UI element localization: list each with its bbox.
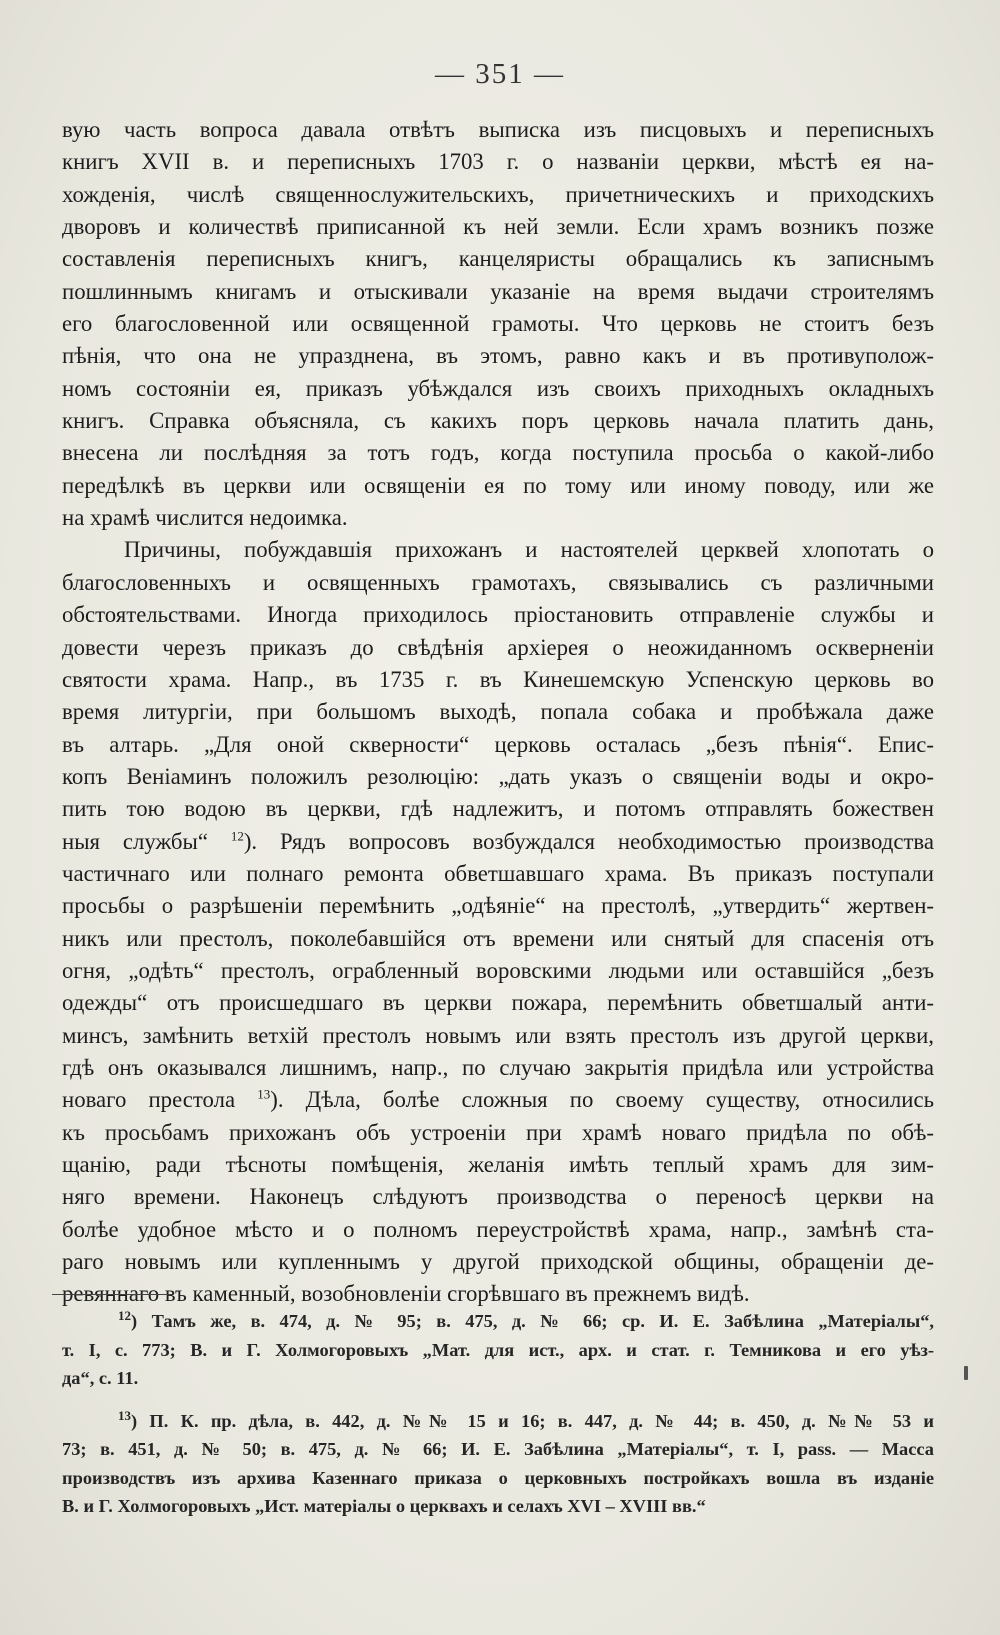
footnote-12	[62, 1307, 934, 1393]
text-line: довести черезъ приказъ до свѣдѣнія архіерея о неожиданномъ оскверненіи	[62, 634, 934, 660]
text-line: номъ состояніи ея, приказъ убѣждался изъ своихъ приходныхъ окладныхъ	[62, 375, 934, 401]
margin-mark	[964, 1366, 968, 1380]
text-line: передѣлкѣ въ церкви или освященіи ея по тому или иному поводу, или же	[62, 472, 934, 498]
page-number: — 351 —	[435, 58, 565, 90]
footnote-line: производствъ изъ архива Казеннаго приказа о церковныхъ постройкахъ вошла въ изданіе	[62, 1467, 934, 1488]
paragraph-2	[62, 534, 934, 1310]
text-line: няго времени. Наконецъ слѣдуютъ производства о переносѣ церкви на	[62, 1184, 934, 1210]
footnote-line: 73; в. 451, д. № 50; в. 475, д. № 66; И. Е. Забѣлина „Матеріалы“, т. I, pass. — Масса	[62, 1439, 934, 1459]
text-fragment: ныя службы“	[62, 828, 231, 854]
footnote-line: да“, с. 11.	[62, 1368, 139, 1388]
text-line: святости храма. Напр., въ 1735 г. въ Кинешемскую Успенскую церковь во	[62, 666, 934, 692]
main-text	[62, 114, 934, 1311]
footnote-13	[62, 1407, 934, 1521]
text-line-with-footnote-ref	[62, 826, 934, 858]
footnote-line: В. и Г. Холмогоровыхъ „Ист. матеріалы о церквахъ и селахъ XVI – XVIII вв.“	[62, 1496, 706, 1516]
text-line: благословенныхъ и освященныхъ грамотахъ, связывались съ различными	[62, 569, 934, 595]
footnote-line: т. I, с. 773; В. и Г. Холмогоровыхъ „Мат. для ист., арх. и стат. г. Темникова и его уѣз-	[62, 1339, 934, 1360]
text-line: книгъ XVII в. и переписныхъ 1703 г. о названіи церкви, мѣстѣ ея на-	[62, 149, 934, 175]
text-line: пить тою водою въ церкви, гдѣ надлежитъ, и потомъ отправлять божествен	[62, 796, 934, 822]
text-line: ревяннаго въ каменный, возобновленіи сгорѣвшаго въ прежнемъ видѣ.	[62, 1281, 750, 1307]
text-line: болѣе удобное мѣсто и о полномъ переустройствѣ храма, напр., замѣнѣ ста-	[62, 1216, 934, 1242]
text-fragment: ) П. К. пр. дѣла, в. 442, д. №№ 15 и 16; в. 447, д. № 44; в. 450, д. №№ 53 и	[131, 1410, 934, 1431]
footnote-line	[62, 1307, 934, 1336]
text-line: пошлиннымъ книгамъ и отыскивали указаніе на время выдачи строителямъ	[62, 278, 934, 304]
text-line: дворовъ и количествѣ приписанной къ ней земли. Если храмъ возникъ позже	[62, 214, 934, 240]
footnote-ref-12[interactable]: 12	[230, 827, 244, 843]
text-line: щанію, ради тѣсноты помѣщенія, желанія имѣть теплый храмъ для зим-	[62, 1152, 934, 1177]
text-line: вую часть вопроса давала отвѣтъ выписка изъ писцовыхъ и переписныхъ	[62, 117, 934, 142]
footnote-marker: 12	[118, 1307, 131, 1323]
text-line: хожденія, числѣ священнослужительскихъ, причетническихъ и приходскихъ	[62, 181, 934, 207]
text-line: на храмѣ числится недоимка.	[62, 505, 348, 531]
text-line: къ просьбамъ прихожанъ объ устроеніи при храмѣ новаго придѣла по обѣ-	[62, 1119, 934, 1145]
text-line: огня, „одѣть“ престолъ, ограбленный воровскими людьми или оставшійся „безъ	[62, 957, 934, 983]
text-fragment: новаго престола	[62, 1087, 258, 1113]
text-line: обстоятельствами. Иногда приходилось пріостановить отправленіе службы и	[62, 602, 934, 628]
text-line: пѣнія, что она не упразднена, въ этомъ, равно какъ и въ противуполож-	[62, 343, 934, 369]
text-line: его благословенной или освященной грамоты. Что церковь не стоитъ безъ	[62, 311, 934, 337]
text-fragment: ). Дѣла, болѣе сложныя по своему существу, относились	[270, 1087, 934, 1113]
text-line: частичнаго или полнаго ремонта обветшавшаго храма. Въ приказъ поступали	[62, 860, 934, 886]
text-line: внесена ли послѣдняя за тотъ годъ, когда поступила просьба о какой-либо	[62, 440, 934, 466]
text-line: никъ или престолъ, поколебавшійся отъ времени или снятый для спасенія отъ	[62, 925, 934, 951]
text-fragment: ) Тамъ же, в. 474, д. № 95; в. 475, д. № 66; ср. И. Е. Забѣлина „Матеріалы“,	[131, 1311, 934, 1331]
text-line: копъ Веніаминъ положилъ резолюцію: „дать указъ о священіи воды и окро-	[62, 763, 934, 789]
footnote-ref-13[interactable]: 13	[257, 1086, 271, 1102]
text-line: одежды“ отъ происшедшаго въ церкви пожара, перемѣнить обветшалый анти-	[62, 990, 934, 1016]
footnote-spacer	[62, 1393, 934, 1407]
paragraph-1	[62, 114, 934, 534]
footnote-marker: 13	[118, 1407, 131, 1423]
text-fragment: ). Рядъ вопросовъ возбуждался необходимостью производства	[243, 828, 934, 854]
text-line: минсъ, замѣнить ветхій престолъ новымъ или взять престолъ изъ другой церкви,	[62, 1022, 934, 1048]
text-line: Причины, побуждавшія прихожанъ и настоятелей церквей хлопотать о	[124, 537, 934, 563]
footnotes	[62, 1307, 934, 1521]
text-line: раго новымъ или купленнымъ у другой приходской общины, обращеніи де-	[62, 1249, 934, 1275]
text-line: составленія переписныхъ книгъ, канцеляристы обращались къ записнымъ	[62, 246, 934, 272]
footnote-line	[62, 1407, 934, 1436]
footnote-divider	[52, 1294, 172, 1295]
text-line: книгъ. Справка объясняла, съ какихъ поръ церковь начала платить дань,	[62, 408, 934, 434]
text-line: время литургіи, при большомъ выходѣ, попала собака и пробѣжала даже	[62, 699, 934, 725]
text-line: просьбы о разрѣшеніи перемѣнить „одѣяніе“ на престолѣ, „утвердить“ жертвен-	[62, 893, 934, 919]
text-line-with-footnote-ref	[62, 1084, 934, 1116]
text-line: гдѣ онъ оказывался лишнимъ, напр., по случаю закрытія придѣла или устройства	[62, 1054, 934, 1080]
text-line: въ алтарь. „Для оной скверности“ церковь осталась „безъ пѣнія“. Епис-	[62, 731, 934, 757]
